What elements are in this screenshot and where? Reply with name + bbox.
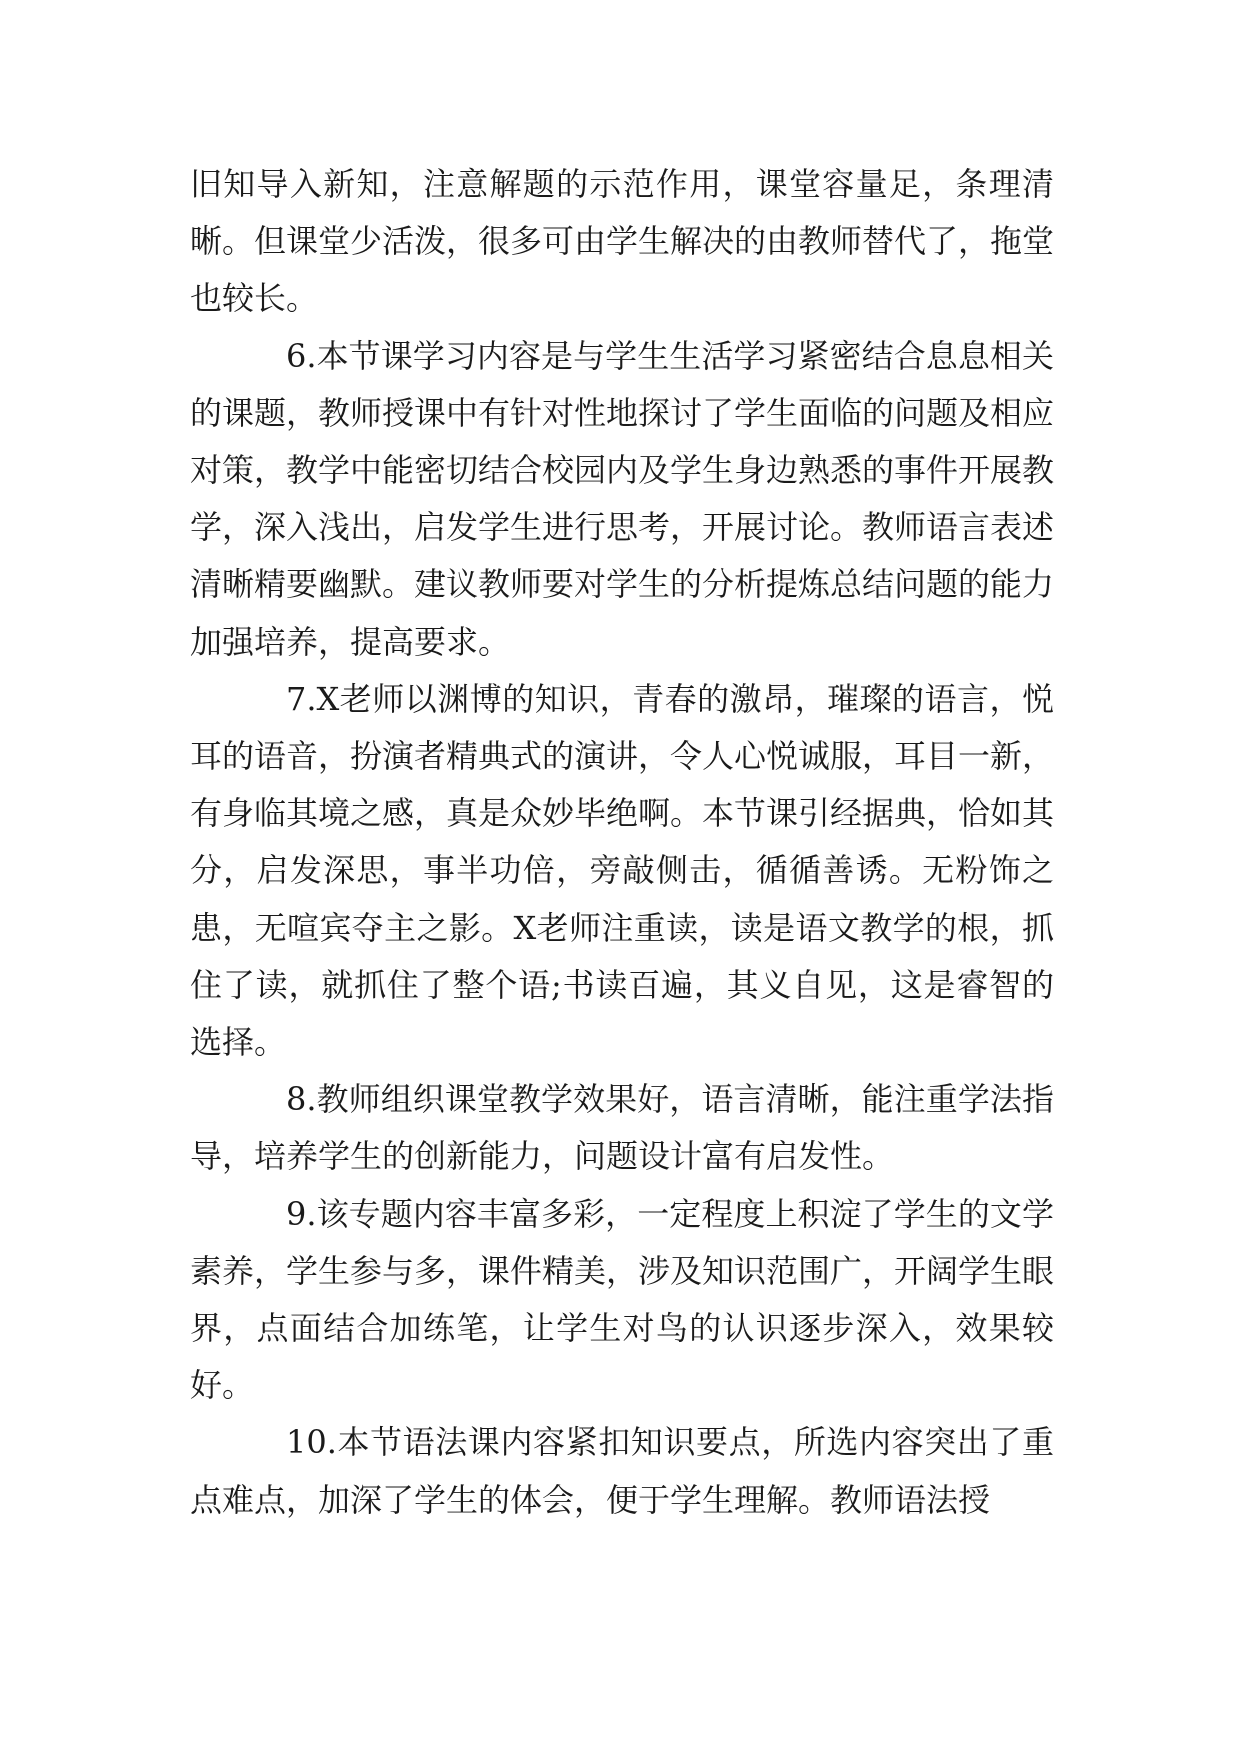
body-text	[190, 156, 1054, 1529]
paragraph-item-8: 8.教师组织课堂教学效果好，语言清晰，能注重学法指导，培养学生的创新能力，问题设计富有启发性。	[190, 1080, 1054, 1176]
paragraph-item-7: 7.X老师以渊博的知识，青春的激昂，璀璨的语言，悦耳的语音，扮演者精典式的演讲，令人心悦诚服，耳目一新，有身临其境之感，真是众妙毕绝啊。本节课引经据典，恰如其分，启发深思，事半功倍，旁敲侧击，循循善诱。无粉饰之患，无喧宾夺主之影。X老师注重读，读是语文教学的根，抓住了读，就抓住了整个语;书读百遍，其义自见，这是睿智的选择。	[190, 679, 1055, 1062]
paragraph-continuation: 旧知导入新知，注意解题的示范作用，课堂容量足，条理清晰。但课堂少活泼，很多可由学生解决的由教师替代了，拖堂也较长。	[190, 165, 1055, 318]
paragraph-item-10: 10.本节语法课内容紧扣知识要点，所选内容突出了重点难点，加深了学生的体会，便于学生理解。教师语法授	[190, 1423, 1054, 1519]
paragraph-item-9: 9.该专题内容丰富多彩，一定程度上积淀了学生的文学素养，学生参与多，课件精美，涉及知识范围广，开阔学生眼界，点面结合加练笔，让学生对鸟的认识逐步深入，效果较好。	[190, 1194, 1055, 1405]
paragraph-item-6: 6.本节课学习内容是与学生生活学习紧密结合息息相关的课题，教师授课中有针对性地探讨了学生面临的问题及相应对策，教学中能密切结合校园内及学生身边熟悉的事件开展教学，深入浅出，启发学生进行思考，开展讨论。教师语言表述清晰精要幽默。建议教师要对学生的分析提炼总结问题的能力加强培养，提高要求。	[190, 336, 1055, 661]
